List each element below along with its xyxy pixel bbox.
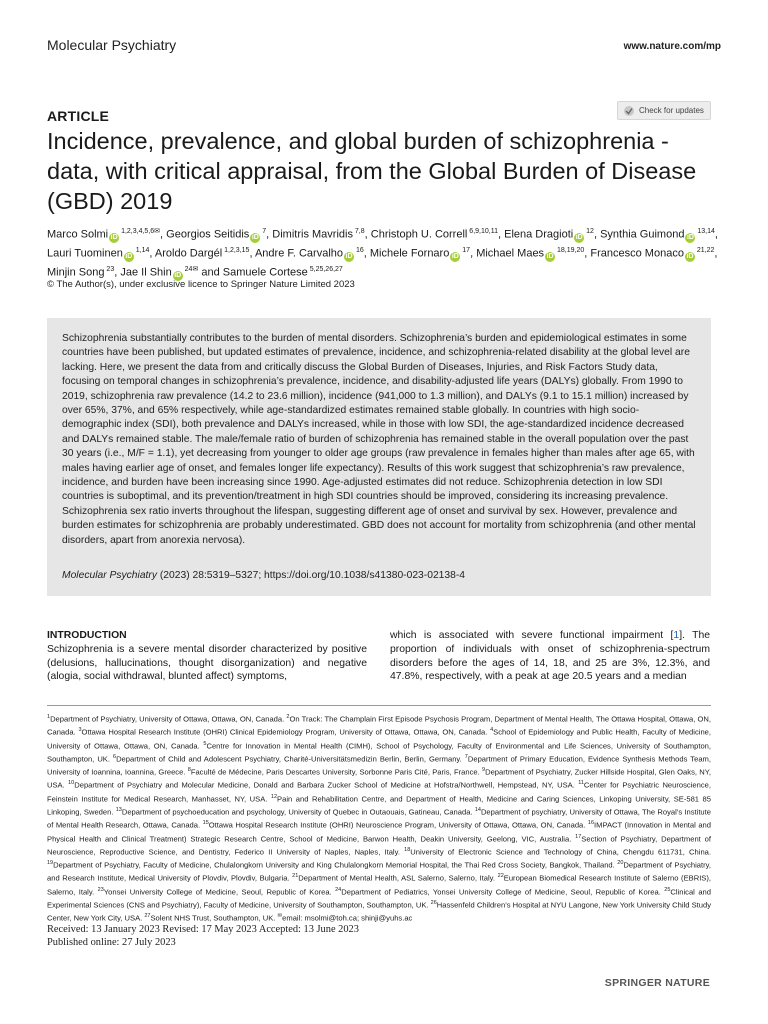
affiliation-number: 17 — [575, 833, 582, 840]
author-name[interactable]: Elena Dragioti — [504, 228, 574, 241]
affiliation-text: Pain and Rehabilitation Centre, and Department of Health, Medicine and Caring Sciences, Linkoping University, SE-581 85 Linkoping, Sweden. — [47, 794, 711, 817]
orcid-icon[interactable]: iD — [686, 233, 694, 241]
affiliation-number: 11 — [578, 780, 584, 787]
author-name[interactable]: Jae Il Shin — [120, 266, 172, 279]
affiliation-number: 1 — [47, 714, 51, 720]
affiliation-text: Department of Psychiatry, Faculty of Medicine, Chulalongkorn University and King Chulalongkorn Memorial Hospital, the Thai Red Cross Society, Bangkok, Thailand. — [53, 860, 618, 870]
affiliation-number: 2 — [286, 714, 290, 720]
affiliation-number: 25 — [664, 886, 671, 893]
affiliation-number: 10 — [68, 780, 75, 787]
affiliation-number: 3 — [78, 727, 82, 734]
orcid-icon[interactable]: iD — [451, 252, 459, 260]
affiliation-number: 26 — [430, 899, 437, 906]
author-affiliation-numbers: 18,19,20 — [555, 247, 585, 255]
check-for-updates-button[interactable] — [617, 101, 711, 120]
affiliation-number: 9 — [482, 767, 486, 774]
envelope-icon: ✉ — [277, 913, 283, 920]
author-affiliation-numbers: 7,8 — [352, 228, 365, 235]
orcid-icon[interactable]: iD — [345, 252, 353, 260]
published-online-date: Published online: 27 July 2023 — [47, 936, 176, 948]
body-column-left — [47, 629, 367, 684]
affiliation-number: 23 — [97, 886, 104, 893]
check-updates-icon — [623, 105, 635, 117]
affiliation-number: 27 — [144, 913, 151, 920]
affiliation-number: 24 — [335, 886, 342, 893]
affiliation-number: 16 — [587, 820, 595, 827]
author-name[interactable]: Minjin Song — [47, 266, 105, 279]
author-name[interactable]: Lauri Tuominen — [47, 247, 123, 260]
affiliation-number: 6 — [113, 753, 117, 760]
author-affiliation-numbers: 24 — [182, 266, 193, 274]
author-name[interactable]: Michael Maes — [476, 247, 545, 260]
affiliation-text: Department of Psychiatry, Zucker Hillside Hospital, Glen Oaks, NY, USA. — [47, 767, 711, 790]
author-affiliation-numbers: 5,25,26,27 — [307, 266, 343, 274]
body-paragraph-left: Schizophrenia is a severe mental disorder characterized by positive (delusions, hallucinations, thought disorganization) and negative (alogia, social withdrawal, blunted affect) symptoms, — [47, 643, 367, 683]
article-type-label: ARTICLE — [47, 108, 110, 124]
author-affiliation-numbers: 1,14 — [133, 247, 150, 255]
publisher-logo: SPRINGER NATURE — [604, 977, 710, 989]
affiliation-text: Faculté de Médecine, Paris Descartes University, Sorbonne Paris Cité, Paris, France. — [190, 767, 483, 777]
citation-journal: Molecular Psychiatry — [62, 570, 157, 581]
author-affiliation-numbers: 13,14 — [695, 228, 715, 235]
author-affiliation-numbers: 21,22 — [694, 247, 715, 255]
affiliation-text: IMPACT (Innovation in Mental and Physical Health and Clinical Treatment) Strategic Research Centre, School of Medicine, Barwon Health, Deakin University, Geelong, VIC, Australia. — [47, 820, 712, 844]
author-affiliation-numbers: 1,2,3,4,5,6 — [119, 228, 155, 235]
author-affiliation-numbers: 16 — [354, 247, 364, 255]
author-name[interactable]: Michele Fornaro — [369, 247, 450, 260]
author-name[interactable]: Christoph U. Correll — [370, 228, 468, 241]
affiliation-text: School of Epidemiology and Public Health, Faculty of Medicine, University of Ottawa, Ottawa, ON, Canada. — [47, 727, 711, 751]
orcid-icon[interactable]: iD — [686, 252, 694, 260]
body-paragraph-right-start: which is associated with severe functional impairment [ — [390, 630, 674, 641]
check-for-updates-label: Check for updates — [639, 106, 704, 115]
author-name[interactable]: Georgios Seitidis — [166, 228, 250, 241]
affiliation-text: Department of psychiatry, University of Ottawa, The Royal’s Institute of Mental Health Research, Ottawa, Canada. — [47, 807, 711, 830]
orcid-icon[interactable]: iD — [174, 271, 182, 279]
affiliation-number: 19 — [47, 860, 54, 867]
author-name[interactable]: Francesco Monaco — [590, 247, 684, 260]
orcid-icon[interactable]: iD — [125, 252, 133, 260]
author-affiliation-numbers: 23 — [104, 266, 115, 274]
corresponding-email[interactable]: email: msolmi@toh.ca; shinji@yuhs.ac — [282, 913, 413, 923]
body-column-right — [390, 629, 710, 684]
envelope-icon[interactable]: ✉ — [192, 266, 199, 274]
affiliation-number: 12 — [270, 793, 278, 800]
footnote-divider — [47, 705, 711, 706]
affiliation-text: Ottawa Hospital Research Institute (OHRI) Clinical Epidemiology Program, University of Ottawa, Ottawa, ON, Canada. — [81, 727, 491, 737]
affiliation-number: 21 — [292, 873, 299, 880]
author-list: Marco Solmi iD $^{1,2,3,4,5,6✉}$, Georgios Seitidis iD $^7$, Dimitris Mavridis $^{7,8}$, Christoph U. Correll $^{6,9,10,11}$, Elena Dragioti iD $^{12}$, Synthia Guimond iD $^{13,14}$, Lauri Tuominen iD $^{1,14}$, Aroldo Dargél $^{1,2,3,15}$, Andre F. Carvalho iD $^{16}$, Michele Fornaro iD $^{17}$, Michael Maes iD $^{18,19,20}$, Francesco Monaco iD $^{21,22}$, Minjin Song $^{23}$, Jae Il Shin iD $^{24✉}$ and Samuele Cortese $^{5,25,26,27}$ — [47, 228, 718, 279]
affiliation-number: 18 — [404, 846, 411, 853]
author-name[interactable]: Aroldo Dargél — [154, 247, 223, 260]
affiliation-text: Center for Psychiatric Neuroscience, Feinstein Institute for Medical Research, Manhasset, NY, USA. — [47, 780, 711, 804]
affiliation-text: Department of Pediatrics, Yonsei University College of Medicine, Seoul, Republic of Korea. — [341, 887, 665, 897]
affiliation-text: Hassenfeld Children’s Hospital at NYU Langone, New York University Child Study Center, New York City, USA. — [47, 900, 711, 923]
affiliation-text: Department of Child and Adolescent Psychiatry, Charité-Universitätsmedizin Berlin, Berlin, Germany. — [116, 754, 465, 764]
affiliations-footnote — [47, 712, 711, 925]
affiliation-number: 20 — [617, 860, 624, 867]
journal-url-link[interactable]: www.nature.com/mp — [623, 41, 721, 52]
affiliation-number: 8 — [187, 767, 191, 774]
reference-link[interactable]: 1 — [673, 630, 680, 641]
affiliation-text: Yonsei University College of Medicine, Seoul, Republic of Korea. — [103, 887, 336, 897]
affiliation-number: 5 — [203, 740, 207, 747]
author-affiliation-numbers: 7 — [260, 228, 267, 235]
author-name[interactable]: Marco Solmi — [47, 228, 109, 241]
publication-dates — [47, 924, 547, 949]
journal-name: Molecular Psychiatry — [47, 37, 177, 53]
orcid-icon[interactable]: iD — [110, 233, 118, 241]
affiliation-number: 15 — [202, 820, 209, 827]
author-affiliation-numbers: 6,9,10,11 — [467, 228, 498, 235]
affiliation-text: On Track: The Champlain First Episode Psychosis Program, Department of Mental Health, The Ottawa Hospital, Ottawa, ON, Canada. — [47, 714, 712, 737]
affiliation-text: Department of Psychiatry, and Research Institute, Medical University of Plovdiv, Plovdiv, Bulgaria. — [47, 860, 711, 883]
affiliation-number: 7 — [464, 753, 468, 760]
author-name[interactable]: Andre F. Carvalho — [254, 247, 343, 260]
affiliation-number: 13 — [115, 806, 122, 813]
affiliation-text: Solent NHS Trust, Southampton, UK. — [150, 913, 278, 923]
author-name[interactable]: Samuele Cortese — [222, 266, 308, 279]
affiliation-text: Department of Mental Health, ASL Salerno, Salerno, Italy. — [298, 873, 498, 883]
affiliation-text: Department of Psychiatry and Molecular Medicine, Donald and Barbara Zucker School of Medicine at Hofstra/Northwell, Hempstead, NY, USA. — [74, 780, 579, 790]
affiliation-text: Clinical and Experimental Sciences (CNS and Psychiatry), Faculty of Medicine, University of Southampton, Southampton, UK. — [47, 887, 711, 910]
received-revised-accepted-dates: Received: 13 January 2023 Revised: 17 May 2023 Accepted: 13 June 2023 — [47, 924, 359, 935]
affiliation-text: Ottawa Hospital Research Institute (OHRI) Neuroscience Program, University of Ottawa, Ottawa, ON, Canada. — [208, 820, 588, 830]
citation-line — [62, 570, 698, 581]
author-name[interactable]: Synthia Guimond — [600, 228, 685, 241]
abstract-text: Schizophrenia substantially contributes to the burden of mental disorders. Schizophrenia’s burden and epidemiological estimates in some countries have been published, but updated estimates of prevalence, incidence, and schizophrenia-related disability at the global level are lacking. Here, we present the data from and critically discuss the Global Burden of Diseases, Injuries, and Risk Factors Study data, focusing on temporal changes in schizophrenia’s prevalence, incidence, and disability-adjusted life years (DALYs) globally. From 1990 to 2019, schizophrenia raw prevalence (14.2 to 23.6 million), incidence (941,000 to 1.3 million), and DALYs (9.1 to 15.1 million) increased by over 65%, 37%, and 65% respectively, while age-standardized estimates remained stable globally. In countries with high socio-demographic index (SDI), both prevalence and DALYs increased, while in those with low SDI, the age-standardized incidence decreased and DALYs remained stable. The male/female ratio of burden of schizophrenia has remained stable in the overall population over the past 30 years (i.e., M/F = 1.1), yet decreasing from younger to older age groups (raw prevalence in females higher than males after age 65, with males having earlier age of onset, and females longer life expectancy). Results of this work suggest that schizophrenia’s raw prevalence, incidence, and burden have been increasing since 1990. Age-adjusted estimates did not reduce. Schizophrenia detection in low SDI countries is suboptimal, and its prevention/treatment in high SDI countries should be improved, considering its increasing prevalence. Schizophrenia sex ratio inverts throughout the lifespan, suggesting different age of onset and survival by sex. However, prevalence and burden estimates for schizophrenia are probably underestimated. GBD does not account for mortality from schizophrenia (and other mental disorders, apart from anorexia nervosa). — [62, 333, 696, 546]
envelope-icon[interactable]: ✉ — [154, 228, 161, 235]
orcid-icon[interactable]: iD — [575, 233, 583, 241]
orcid-icon[interactable]: iD — [251, 233, 259, 241]
affiliation-text: Department of psychoeducation and psychology, University of Quebec in Outaouais, Gatineau, Canada. — [121, 807, 475, 817]
orcid-icon[interactable]: iD — [546, 252, 554, 260]
affiliation-text: Department of Psychiatry, University of Ottawa, Ottawa, ON, Canada. — [50, 714, 287, 724]
affiliation-text: Section of Psychiatry, Department of Neuroscience, Reproductive Science, and Dentistry, Federico II University of Naples, Naples, Italy. — [47, 834, 711, 857]
affiliation-text: European Biomedical Research Institute of Salerno (EBRIS), Salerno, Italy. — [47, 873, 712, 897]
author-affiliation-numbers: 1,2,3,15 — [222, 247, 250, 255]
affiliation-text: Centre for Innovation in Mental Health (CIMH), School of Psychology, Faculty of Environmental and Life Sciences, University of Southampton, Southampton, UK. — [47, 741, 712, 764]
affiliation-number: 14 — [474, 806, 481, 813]
affiliation-number: 4 — [490, 727, 494, 734]
affiliation-text: Department of Primary Education, Evidence Synthesis Methods Team, University of Ioannina, Ioannina, Greece. — [47, 754, 711, 777]
author-name[interactable]: Dimitris Mavridis — [272, 228, 353, 241]
article-title: Incidence, prevalence, and global burden of schizophrenia - data, with critical appraisal, from the Global Burden of Disease (GBD) 2019 — [47, 128, 697, 214]
affiliation-text: University of Electronic Science and Technology of China, Chengdu 611731, China. — [410, 847, 711, 857]
author-affiliation-numbers: 12 — [584, 228, 594, 235]
affiliation-number: 22 — [497, 873, 504, 880]
copyright-notice: © The Author(s), under exclusive licence to Springer Nature Limited 2023 — [47, 279, 355, 290]
section-heading-introduction: INTRODUCTION — [47, 630, 127, 641]
author-affiliation-numbers: 17 — [460, 247, 471, 255]
body-paragraph-right-end: ]. The proportion of individuals with onset of schizophrenia-spectrum disorders before the ages of 14, 18, and 25 are 3%, 12.3%, and 47.8%, respectively, with a peak at age 20.5 years and a median — [390, 630, 710, 683]
citation-details[interactable]: (2023) 28:5319–5327; https://doi.org/10.1038/s41380-023-02138-4 — [157, 570, 466, 581]
